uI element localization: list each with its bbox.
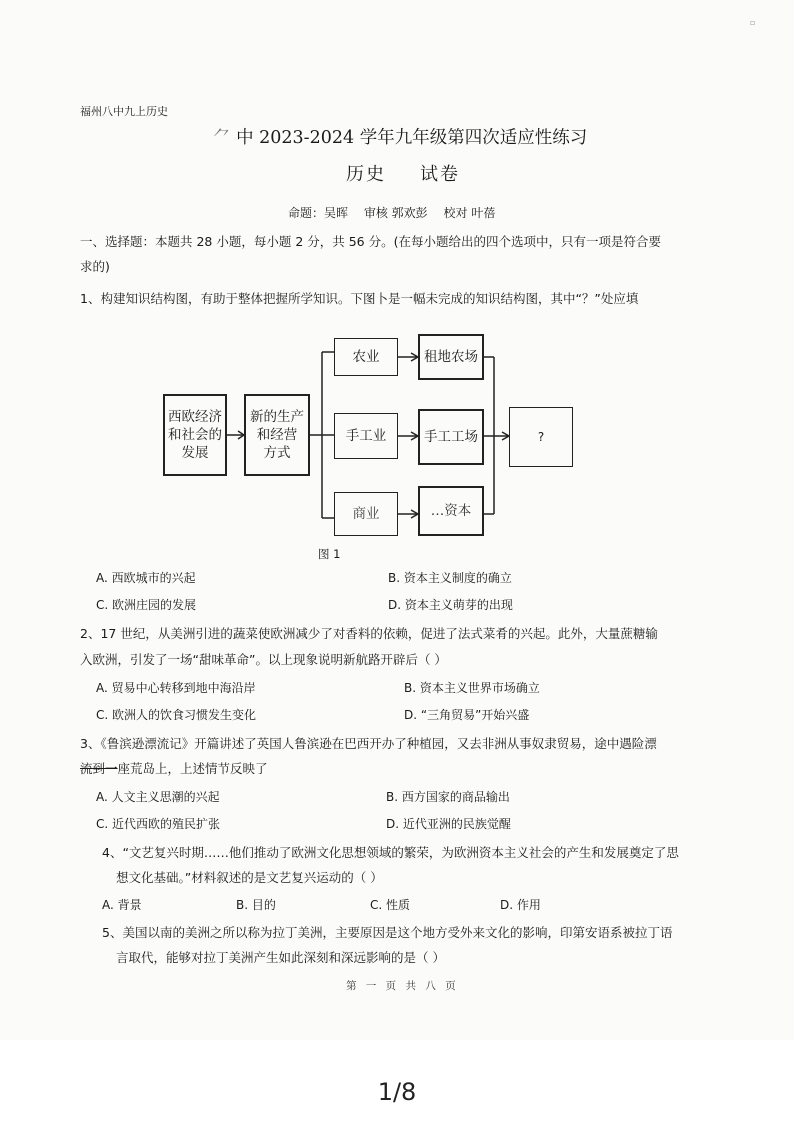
q3-stem-line2 bbox=[80, 761, 268, 777]
title-prefix: ⺈ bbox=[213, 128, 231, 148]
q1-option-d[interactable]: D. 资本主义萌芽的出现 bbox=[388, 598, 513, 612]
q3-option-c[interactable]: C. 近代西欧的殖民扩张 bbox=[96, 817, 221, 831]
subtitle-subject: 历史 bbox=[346, 164, 386, 185]
diagram-box-leased-farm: 租地农场 bbox=[418, 334, 484, 380]
title-text: 中 2023-2024 学年九年级第四次适应性练习 bbox=[236, 128, 588, 148]
diagram-box-agriculture: 农业 bbox=[334, 338, 398, 376]
q3-struck-text: 流到一 bbox=[80, 761, 118, 776]
diagram-box-new-production-mode: 新的生产 和经营 方式 bbox=[244, 394, 310, 476]
section-heading-cont: 求的) bbox=[80, 259, 110, 274]
q3-option-d[interactable]: D. 近代亚洲的民族觉醒 bbox=[386, 817, 511, 831]
corner-note: 福州八中九上历史 bbox=[80, 105, 168, 118]
q2-option-b[interactable]: B. 资本主义世界市场确立 bbox=[404, 681, 540, 695]
diagram-box-capital: …资本 bbox=[418, 486, 484, 536]
scan-mark: ▫ bbox=[750, 18, 756, 27]
q2-option-a[interactable]: A. 贸易中心转移到地中海沿岸 bbox=[96, 681, 256, 695]
credit-author: 命题：吴晖 bbox=[288, 206, 349, 220]
q1-option-c[interactable]: C. 欧洲庄园的发展 bbox=[96, 598, 197, 612]
q3-stem-rest: 座荒岛上，上述情节反映了 bbox=[117, 761, 268, 776]
page-indicator: 1/8 bbox=[377, 1078, 417, 1106]
q2-option-d[interactable]: D. “三角贸易”开始兴盛 bbox=[404, 708, 530, 722]
q2-option-c[interactable]: C. 欧洲人的饮食习惯发生变化 bbox=[96, 708, 257, 722]
q4-stem-line1: 4、“文艺复兴时期……他们推动了欧洲文化思想领域的繁荣，为欧洲资本主义社会的产生和发展奠定了思 bbox=[102, 845, 679, 860]
q3-option-b[interactable]: B. 西方国家的商品输出 bbox=[386, 790, 510, 804]
diagram-box-workshop: 手工工场 bbox=[418, 409, 484, 465]
q2-stem-line1: 2、17 世纪，从美洲引进的蔬菜使欧洲减少了对香料的依赖，促进了法式菜肴的兴起。此外，大量蔗糖输 bbox=[80, 626, 658, 641]
q5-stem-line1: 5、美国以南的美洲之所以称为拉丁美洲，主要原因是这个地方受外来文化的影响，印第安语系被拉丁语 bbox=[102, 925, 673, 940]
q2-stem-line2: 入欧洲，引发了一场“甜味革命”。以上现象说明新航路开辟后（ ） bbox=[80, 652, 447, 667]
q3-option-a[interactable]: A. 人文主义思潮的兴起 bbox=[96, 790, 220, 804]
subtitle-paper: 试卷 bbox=[420, 164, 460, 185]
credit-reviewer: 审核 郭欢彭 bbox=[363, 206, 428, 220]
q1-option-a[interactable]: A. 西欧城市的兴起 bbox=[96, 571, 196, 585]
q1-stem: 1、构建知识结构图，有助于整体把握所学知识。下图卜是一幅未完成的知识结构图，其中“？”处应填 bbox=[80, 291, 639, 306]
page-footer: 第 一 页 共 八 页 bbox=[346, 980, 459, 992]
q1-option-b[interactable]: B. 资本主义制度的确立 bbox=[388, 571, 512, 585]
diagram-box-commerce: 商业 bbox=[334, 492, 398, 536]
q4-option-d[interactable]: D. 作用 bbox=[500, 898, 541, 912]
q4-option-b[interactable]: B. 目的 bbox=[236, 898, 276, 912]
diagram-box-handicraft: 手工业 bbox=[334, 413, 398, 459]
q4-option-c[interactable]: C. 性质 bbox=[370, 898, 411, 912]
q4-stem-line2: 想文化基础。”材料叙述的是文艺复兴运动的（ ） bbox=[116, 870, 383, 885]
q3-stem-line1: 3、《鲁滨逊漂流记》开篇讲述了英国人鲁滨逊在巴西开办了种植园，又去非洲从事奴隶贸易，途中遇险漂 bbox=[80, 736, 657, 751]
q5-stem-line2: 言取代，能够对拉丁美洲产生如此深刻和深远影响的是（ ） bbox=[116, 950, 445, 965]
section-heading: 一、选择题：本题共 28 小题，每小题 2 分，共 56 分。(在每小题给出的四个选项中，只有一项是符合要 bbox=[80, 234, 661, 249]
credit-proofreader: 校对 叶蓓 bbox=[443, 206, 496, 220]
diagram-box-unknown: ? bbox=[509, 407, 573, 467]
figure-caption: 图 1 bbox=[318, 547, 341, 561]
q4-option-a[interactable]: A. 背景 bbox=[102, 898, 142, 912]
diagram-box-west-europe-development: 西欧经济 和社会的 发展 bbox=[163, 394, 227, 476]
